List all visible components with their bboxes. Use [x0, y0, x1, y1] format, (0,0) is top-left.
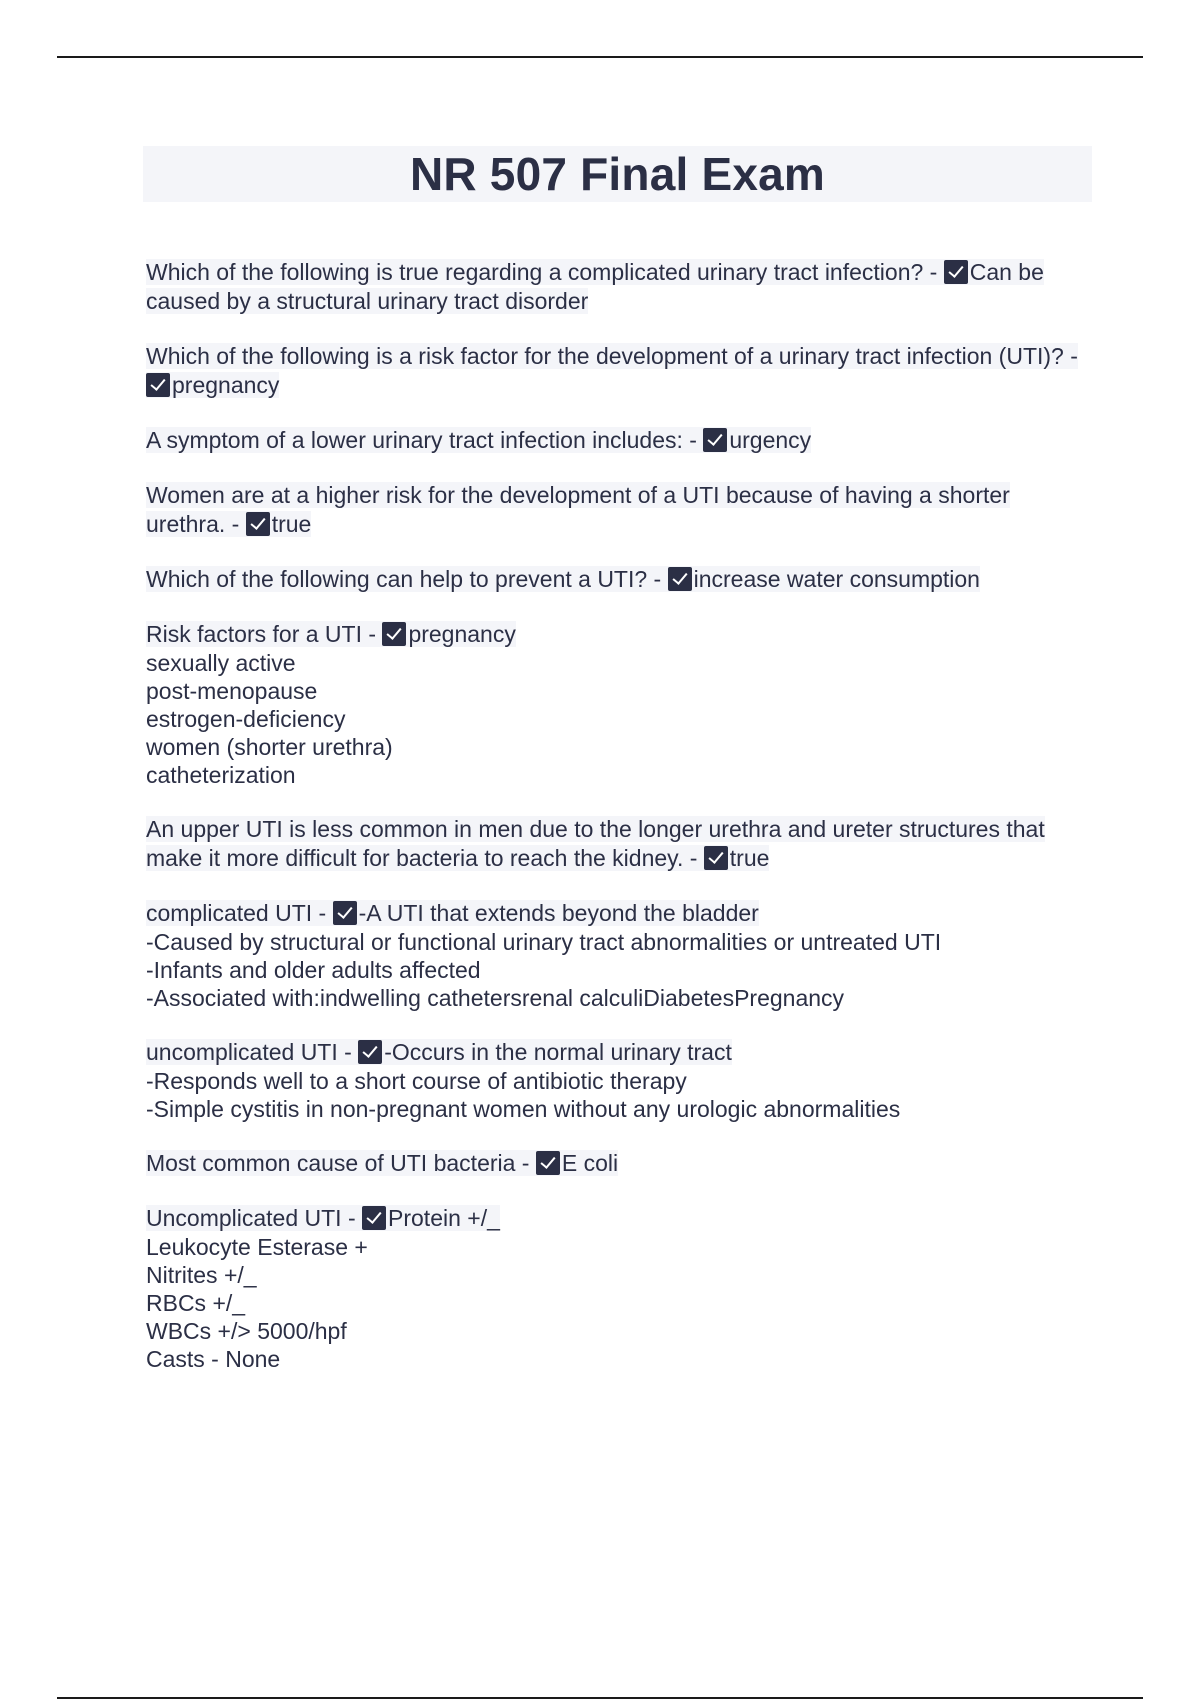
- flashcard-list: [146, 258, 1086, 1399]
- flashcard: [146, 899, 1086, 1012]
- answer-line: women (shorter urethra): [146, 734, 393, 760]
- card-text: [146, 259, 1044, 314]
- answer-line: RBCs +/_: [146, 1290, 246, 1316]
- check-box-icon: [246, 512, 270, 536]
- answer-text: -Occurs in the normal urinary tract: [384, 1039, 732, 1065]
- answer-text: pregnancy: [408, 621, 516, 647]
- flashcard: [146, 1149, 1086, 1178]
- check-box-icon: [358, 1040, 382, 1064]
- flashcard: [146, 342, 1086, 400]
- flashcard: [146, 1204, 1086, 1373]
- check-box-icon: [333, 901, 357, 925]
- card-text: [146, 482, 1010, 537]
- flashcard: [146, 258, 1086, 316]
- card-text: [146, 900, 759, 926]
- question-text: Which of the following can help to prevent a UTI? -: [146, 566, 668, 592]
- answer-text: increase water consumption: [693, 566, 980, 592]
- question-text: Which of the following is a risk factor for the development of a urinary tract infection (UTI)? -: [146, 343, 1078, 369]
- flashcard: [146, 1038, 1086, 1123]
- question-text: Most common cause of UTI bacteria -: [146, 1150, 536, 1176]
- question-text: Uncomplicated UTI -: [146, 1205, 363, 1231]
- flashcard: [146, 481, 1086, 539]
- answer-text: urgency: [729, 427, 812, 453]
- answer-line: -Simple cystitis in non-pregnant women without any urologic abnormalities: [146, 1096, 901, 1122]
- flashcard: [146, 426, 1086, 455]
- card-text: [146, 1039, 732, 1065]
- flashcard: [146, 815, 1086, 873]
- answer-line: -Infants and older adults affected: [146, 957, 481, 983]
- card-text: [146, 1205, 500, 1231]
- answer-line: sexually active: [146, 650, 296, 676]
- card-text: [146, 816, 1045, 871]
- title-band: [143, 146, 1092, 202]
- answer-text: -A UTI that extends beyond the bladder: [358, 900, 759, 926]
- answer-line: Nitrites +/_: [146, 1262, 257, 1288]
- answer-text: Protein +/_: [388, 1205, 500, 1231]
- answer-text: pregnancy: [172, 372, 280, 398]
- answer-line: estrogen-deficiency: [146, 706, 346, 732]
- question-text: Women are at a higher risk for the development of a UTI because of having a shorter urethra. -: [146, 482, 1010, 537]
- card-text: [146, 621, 516, 647]
- answer-text: true: [271, 511, 312, 537]
- flashcard: [146, 620, 1086, 789]
- page-title: NR 507 Final Exam: [409, 148, 826, 200]
- answer-line: catheterization: [146, 762, 296, 788]
- check-box-icon: [668, 567, 692, 591]
- question-text: Risk factors for a UTI -: [146, 621, 383, 647]
- check-box-icon: [944, 260, 968, 284]
- check-box-icon: [536, 1151, 560, 1175]
- answer-text: Can be caused by a structural urinary tract disorder: [146, 259, 1044, 314]
- answer-line: -Responds well to a short course of antibiotic therapy: [146, 1068, 687, 1094]
- question-text: uncomplicated UTI -: [146, 1039, 359, 1065]
- question-text: Which of the following is true regarding a complicated urinary tract infection? -: [146, 259, 944, 285]
- answer-text: E coli: [561, 1150, 619, 1176]
- answer-line: -Associated with:indwelling cathetersrenal calculiDiabetesPregnancy: [146, 985, 845, 1011]
- flashcard: [146, 565, 1086, 594]
- check-box-icon: [146, 373, 170, 397]
- check-box-icon: [704, 846, 728, 870]
- top-rule: [57, 56, 1143, 58]
- bottom-rule: [57, 1697, 1143, 1699]
- card-text: [146, 343, 1078, 398]
- check-box-icon: [703, 428, 727, 452]
- check-box-icon: [362, 1206, 386, 1230]
- check-box-icon: [382, 622, 406, 646]
- card-text: [146, 1150, 618, 1176]
- answer-line: Leukocyte Esterase +: [146, 1234, 368, 1260]
- answer-line: Casts - None: [146, 1346, 281, 1372]
- answer-text: true: [729, 845, 770, 871]
- card-text: [146, 427, 811, 453]
- question-text: complicated UTI -: [146, 900, 333, 926]
- question-text: An upper UTI is less common in men due to the longer urethra and ureter structures that make it more difficult for bacteria to reach the kidney. -: [146, 816, 1045, 871]
- question-text: A symptom of a lower urinary tract infection includes: -: [146, 427, 704, 453]
- card-text: [146, 566, 980, 592]
- answer-line: post-menopause: [146, 678, 318, 704]
- answer-line: -Caused by structural or functional urinary tract abnormalities or untreated UTI: [146, 929, 942, 955]
- answer-line: WBCs +/> 5000/hpf: [146, 1318, 347, 1344]
